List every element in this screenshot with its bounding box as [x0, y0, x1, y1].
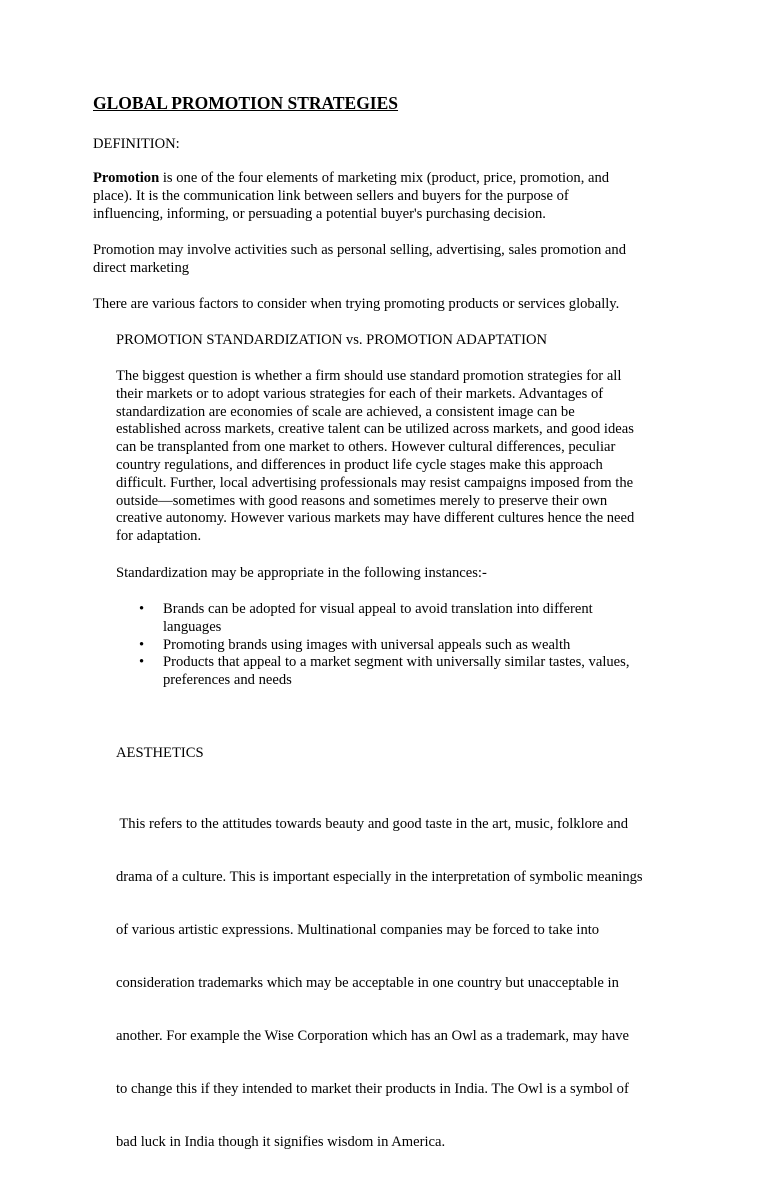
- activities-line-1: Promotion may involve activities such as personal selling, advertising, sales promotion and: [93, 242, 626, 258]
- list-item: [116, 637, 629, 655]
- definition-paragraph: [93, 170, 609, 223]
- paragraph-line: for adaptation.: [116, 528, 202, 545]
- paragraph-line: can be transplanted from one market to others. However cultural differences, peculiar: [116, 439, 616, 456]
- paragraph-line: The biggest question is whether a firm should use standard promotion strategies for all: [116, 368, 622, 384]
- paragraph-line: country regulations, and differences in product life cycle stages make this approach: [116, 456, 603, 473]
- activities-line-2: direct marketing: [93, 259, 190, 276]
- definition-line-2: place). It is the communication link between sellers and buyers for the purpose of: [93, 187, 569, 204]
- definition-line-1: [93, 170, 609, 188]
- paragraph-line: bad luck in India though it signifies wisdom in America.: [116, 1134, 446, 1151]
- definition-line-3: influencing, informing, or persuading a potential buyer's purchasing decision.: [93, 205, 546, 222]
- paragraph-line: established across markets, creative talent can be utilized across markets, and good ideas: [116, 421, 634, 438]
- standardization-intro: Standardization may be appropriate in the following instances:-: [116, 565, 487, 581]
- promotion-term: Promotion: [93, 170, 160, 186]
- activities-paragraph: [93, 242, 626, 278]
- list-item-line: Promoting brands using images with universal appeals such as wealth: [163, 636, 571, 653]
- paragraph-line: outside—sometimes with good reasons and sometimes merely to preserve their own: [116, 492, 608, 509]
- list-item: [116, 654, 629, 690]
- paragraph-line: creative autonomy. However various markets may have different cultures hence the need: [116, 510, 635, 527]
- paragraph-line: difficult. Further, local advertising professionals may resist campaigns imposed from the: [116, 474, 634, 491]
- list-item-line: languages: [163, 618, 222, 635]
- definition-line-1-rest: is one of the four elements of marketing mix (product, price, promotion, and: [159, 170, 610, 186]
- paragraph-line: their markets or to adopt various strategies for each of their markets. Advantages of: [116, 385, 604, 402]
- paragraph-line: consideration trademarks which may be acceptable in one country but unacceptable in: [116, 975, 619, 992]
- list-item-line: Brands can be adopted for visual appeal to avoid translation into different: [163, 601, 593, 617]
- paragraph-line: to change this if they intended to market their products in India. The Owl is a symbol of: [116, 1081, 629, 1098]
- bullet-icon: •: [139, 601, 145, 617]
- paragraph-line: standardization are economies of scale are achieved, a consistent image can be: [116, 403, 575, 420]
- standardization-paragraph: [116, 368, 634, 546]
- section-heading-aesthetics: AESTHETICS: [116, 745, 204, 761]
- list-item: [116, 601, 629, 637]
- list-item-line: preferences and needs: [163, 672, 292, 689]
- list-item-line: Products that appeal to a market segment with universally similar tastes, values,: [163, 654, 630, 671]
- paragraph-line: of various artistic expressions. Multinational companies may be forced to take into: [116, 922, 600, 939]
- paragraph-line: drama of a culture. This is important especially in the interpretation of symbolic meanings: [116, 869, 643, 886]
- document-title: GLOBAL PROMOTION STRATEGIES: [93, 93, 399, 113]
- bullet-icon: •: [139, 654, 145, 671]
- paragraph-line: another. For example the Wise Corporation which has an Owl as a trademark, may have: [116, 1028, 630, 1045]
- definition-heading: DEFINITION:: [93, 136, 180, 152]
- factors-paragraph: There are various factors to consider when trying promoting products or services globally.: [93, 296, 620, 312]
- section-heading-standardization: PROMOTION STANDARDIZATION vs. PROMOTION ADAPTATION: [116, 332, 548, 348]
- bullet-icon: •: [139, 636, 145, 653]
- paragraph-line: This refers to the attitudes towards beauty and good taste in the art, music, folklore and: [116, 816, 628, 833]
- aesthetics-paragraph: [116, 781, 643, 1187]
- standardization-bullet-list: [116, 601, 629, 690]
